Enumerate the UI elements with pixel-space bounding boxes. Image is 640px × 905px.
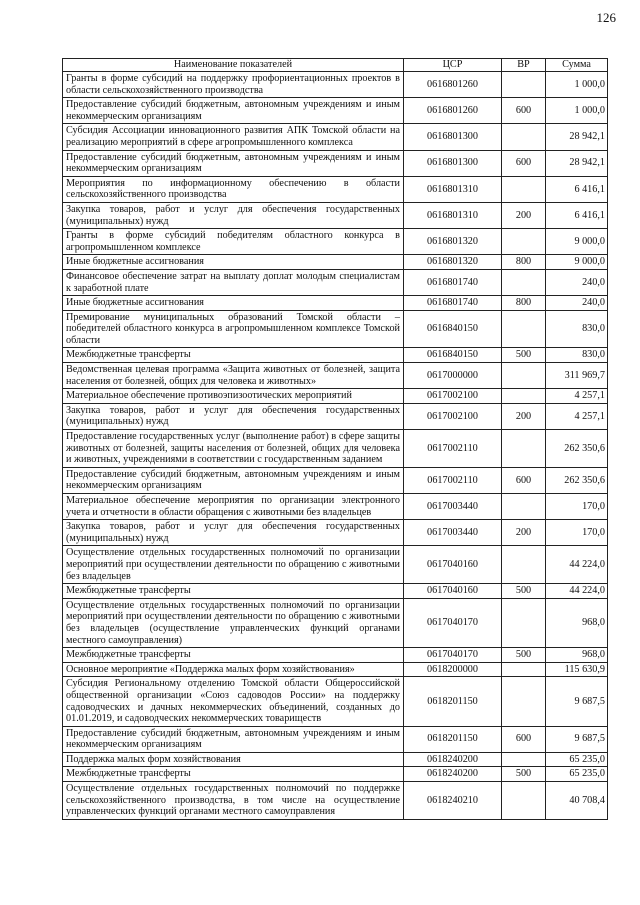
- cell-name: Иные бюджетные ассигнования: [63, 255, 404, 270]
- cell-csr: 0617002100: [404, 403, 502, 429]
- cell-csr: 0616801320: [404, 255, 502, 270]
- cell-csr: 0617002110: [404, 430, 502, 468]
- cell-csr: 0618201150: [404, 677, 502, 726]
- cell-name: Ведомственная целевая программа «Защита животных от болезней, защита населения от болезней, общих для человека и животных»: [63, 363, 404, 389]
- cell-name: Субсидия Региональному отделению Томской области Общероссийской общественной организации «Союз садоводов России» на поддержку садоводческих и дачных некоммерческих объединений, созданных до 01.01.2019, и садоводческих некоммерческих товариществ: [63, 677, 404, 726]
- cell-name: Межбюджетные трансферты: [63, 648, 404, 663]
- cell-sum: 65 235,0: [546, 767, 608, 782]
- cell-vr: 600: [502, 150, 546, 176]
- header-csr: ЦСР: [404, 59, 502, 72]
- cell-name: Межбюджетные трансферты: [63, 584, 404, 599]
- cell-csr: 0617003440: [404, 520, 502, 546]
- table-row: [63, 202, 608, 228]
- cell-vr: 200: [502, 202, 546, 228]
- cell-sum: 9 687,5: [546, 677, 608, 726]
- cell-vr: [502, 598, 546, 647]
- table-row: [63, 648, 608, 663]
- cell-name: Межбюджетные трансферты: [63, 767, 404, 782]
- cell-vr: [502, 269, 546, 295]
- cell-name: Предоставление субсидий бюджетным, автономным учреждениям и иным некоммерческим организациям: [63, 467, 404, 493]
- table-row: [63, 430, 608, 468]
- cell-name: Основное мероприятие «Поддержка малых форм хозяйствования»: [63, 662, 404, 677]
- cell-vr: [502, 662, 546, 677]
- cell-csr: 0616840150: [404, 310, 502, 348]
- cell-vr: [502, 494, 546, 520]
- table-row: [63, 584, 608, 599]
- cell-name: Гранты в форме субсидий на поддержку профориентационных проектов в области сельскохозяйственного производства: [63, 72, 404, 98]
- cell-name: Материальное обеспечение противоэпизоотических мероприятий: [63, 389, 404, 404]
- table-row: [63, 310, 608, 348]
- cell-name: Субсидия Ассоциации инновационного развития АПК Томской области на реализацию мероприятий в сфере агропромышленного комплекса: [63, 124, 404, 150]
- cell-csr: 0616801260: [404, 72, 502, 98]
- table-row: [63, 677, 608, 726]
- cell-vr: [502, 430, 546, 468]
- cell-sum: 44 224,0: [546, 584, 608, 599]
- table-row: [63, 124, 608, 150]
- cell-sum: 170,0: [546, 494, 608, 520]
- cell-csr: 0616801300: [404, 150, 502, 176]
- cell-vr: 600: [502, 98, 546, 124]
- table-row: [63, 296, 608, 311]
- table-row: [63, 546, 608, 584]
- cell-csr: 0618240200: [404, 752, 502, 767]
- cell-sum: 830,0: [546, 348, 608, 363]
- table-row: [63, 363, 608, 389]
- table-row: [63, 348, 608, 363]
- table-row: [63, 150, 608, 176]
- cell-vr: 600: [502, 726, 546, 752]
- cell-csr: 0616801310: [404, 202, 502, 228]
- cell-name: Премирование муниципальных образований Томской области – победителей областного конкурса в агропромышленном комплексе Томской области: [63, 310, 404, 348]
- cell-sum: 830,0: [546, 310, 608, 348]
- cell-vr: [502, 72, 546, 98]
- page-number: 126: [596, 10, 616, 25]
- table-row: [63, 752, 608, 767]
- cell-sum: 4 257,1: [546, 389, 608, 404]
- cell-name: Закупка товаров, работ и услуг для обеспечения государственных (муниципальных) нужд: [63, 403, 404, 429]
- cell-sum: 968,0: [546, 648, 608, 663]
- table-row: [63, 598, 608, 647]
- cell-csr: 0618240200: [404, 767, 502, 782]
- table-row: [63, 389, 608, 404]
- cell-name: Иные бюджетные ассигнования: [63, 296, 404, 311]
- cell-sum: 1 000,0: [546, 98, 608, 124]
- cell-vr: 500: [502, 767, 546, 782]
- cell-csr: 0617003440: [404, 494, 502, 520]
- cell-csr: 0616801740: [404, 296, 502, 311]
- cell-sum: 240,0: [546, 296, 608, 311]
- cell-name: Материальное обеспечение мероприятия по организации электронного учета и отчетности в области обращения с животными без владельцев: [63, 494, 404, 520]
- cell-sum: 311 969,7: [546, 363, 608, 389]
- cell-vr: [502, 310, 546, 348]
- table-body: [63, 72, 608, 820]
- header-name: Наименование показателей: [63, 59, 404, 72]
- cell-sum: 262 350,6: [546, 430, 608, 468]
- table-row: [63, 229, 608, 255]
- cell-csr: 0617002110: [404, 467, 502, 493]
- table-row: [63, 520, 608, 546]
- table-row: [63, 726, 608, 752]
- cell-vr: [502, 782, 546, 820]
- cell-name: Осуществление отдельных государственных полномочий по организации мероприятий при осуществлении деятельности по обращению с животными без владельцев (осуществление управленческих функций органами местного самоуправления): [63, 598, 404, 647]
- cell-sum: 115 630,9: [546, 662, 608, 677]
- cell-vr: 500: [502, 584, 546, 599]
- cell-name: Предоставление субсидий бюджетным, автономным учреждениям и иным некоммерческим организациям: [63, 98, 404, 124]
- cell-name: Предоставление субсидий бюджетным, автономным учреждениям и иным некоммерческим организациям: [63, 150, 404, 176]
- cell-csr: 0617040160: [404, 584, 502, 599]
- cell-vr: 500: [502, 348, 546, 363]
- cell-sum: 9 000,0: [546, 255, 608, 270]
- cell-name: Осуществление отдельных государственных полномочий по поддержке сельскохозяйственного производства, в том числе на осуществление управленческих функций органами местного самоуправления: [63, 782, 404, 820]
- cell-csr: 0618240210: [404, 782, 502, 820]
- cell-name: Предоставление государственных услуг (выполнение работ) в сфере защиты животных от болезней, защиты населения от болезней, общих для человека и животных, учреждениями в соответствии с государственным заданием: [63, 430, 404, 468]
- cell-name: Закупка товаров, работ и услуг для обеспечения государственных (муниципальных) нужд: [63, 520, 404, 546]
- table-row: [63, 782, 608, 820]
- cell-name: Осуществление отдельных государственных полномочий по организации мероприятий при осуществлении деятельности по обращению с животными без владельцев: [63, 546, 404, 584]
- cell-csr: 0616801740: [404, 269, 502, 295]
- table-header-row: [63, 59, 608, 72]
- cell-vr: [502, 124, 546, 150]
- cell-vr: [502, 677, 546, 726]
- cell-csr: 0617002100: [404, 389, 502, 404]
- cell-csr: 0616801300: [404, 124, 502, 150]
- cell-sum: 240,0: [546, 269, 608, 295]
- cell-csr: 0616801260: [404, 98, 502, 124]
- cell-sum: 65 235,0: [546, 752, 608, 767]
- table-row: [63, 72, 608, 98]
- table-row: [63, 467, 608, 493]
- cell-name: Поддержка малых форм хозяйствования: [63, 752, 404, 767]
- cell-csr: 0616801320: [404, 229, 502, 255]
- cell-csr: 0617000000: [404, 363, 502, 389]
- cell-csr: 0617040160: [404, 546, 502, 584]
- header-sum: Сумма: [546, 59, 608, 72]
- cell-sum: 9 000,0: [546, 229, 608, 255]
- cell-name: Межбюджетные трансферты: [63, 348, 404, 363]
- cell-csr: 0617040170: [404, 598, 502, 647]
- cell-sum: 44 224,0: [546, 546, 608, 584]
- cell-sum: 968,0: [546, 598, 608, 647]
- cell-sum: 28 942,1: [546, 150, 608, 176]
- cell-csr: 0618200000: [404, 662, 502, 677]
- table-row: [63, 98, 608, 124]
- table-row: [63, 269, 608, 295]
- cell-sum: 170,0: [546, 520, 608, 546]
- table-row: [63, 662, 608, 677]
- cell-vr: [502, 363, 546, 389]
- cell-vr: 800: [502, 296, 546, 311]
- cell-sum: 6 416,1: [546, 176, 608, 202]
- cell-vr: [502, 389, 546, 404]
- table-row: [63, 176, 608, 202]
- table-row: [63, 767, 608, 782]
- cell-vr: 600: [502, 467, 546, 493]
- table-row: [63, 403, 608, 429]
- cell-sum: 262 350,6: [546, 467, 608, 493]
- cell-sum: 1 000,0: [546, 72, 608, 98]
- table-row: [63, 494, 608, 520]
- cell-vr: 200: [502, 520, 546, 546]
- cell-name: Предоставление субсидий бюджетным, автономным учреждениям и иным некоммерческим организациям: [63, 726, 404, 752]
- budget-table: [62, 58, 608, 820]
- cell-csr: 0618201150: [404, 726, 502, 752]
- cell-vr: 500: [502, 648, 546, 663]
- cell-sum: 9 687,5: [546, 726, 608, 752]
- cell-vr: 200: [502, 403, 546, 429]
- cell-sum: 6 416,1: [546, 202, 608, 228]
- cell-vr: [502, 752, 546, 767]
- cell-name: Гранты в форме субсидий победителям областного конкурса в агропромышленном комплексе: [63, 229, 404, 255]
- cell-csr: 0617040170: [404, 648, 502, 663]
- cell-name: Финансовое обеспечение затрат на выплату доплат молодым специалистам к заработной плате: [63, 269, 404, 295]
- table-row: [63, 255, 608, 270]
- cell-vr: [502, 176, 546, 202]
- cell-vr: [502, 229, 546, 255]
- cell-vr: 800: [502, 255, 546, 270]
- cell-sum: 4 257,1: [546, 403, 608, 429]
- cell-vr: [502, 546, 546, 584]
- cell-name: Закупка товаров, работ и услуг для обеспечения государственных (муниципальных) нужд: [63, 202, 404, 228]
- cell-csr: 0616840150: [404, 348, 502, 363]
- cell-sum: 28 942,1: [546, 124, 608, 150]
- cell-name: Мероприятия по информационному обеспечению в области сельскохозяйственного производства: [63, 176, 404, 202]
- cell-csr: 0616801310: [404, 176, 502, 202]
- header-vr: ВР: [502, 59, 546, 72]
- cell-sum: 40 708,4: [546, 782, 608, 820]
